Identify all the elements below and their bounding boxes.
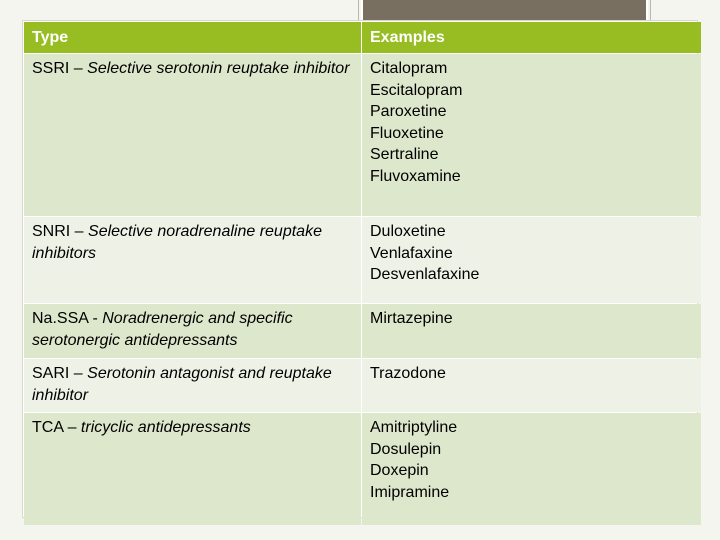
type-abbr: SSRI <box>32 60 70 77</box>
drug-name: Duloxetine <box>370 223 446 240</box>
decorative-line <box>358 0 359 20</box>
type-separator: – <box>69 365 88 382</box>
drug-name: Paroxetine <box>370 103 447 120</box>
type-description: tricyclic antidepressants <box>80 419 251 436</box>
drug-name: Fluoxetine <box>370 124 444 142</box>
type-cell-nassa <box>24 304 361 358</box>
type-cell-tca <box>24 413 361 525</box>
type-cell-snri <box>24 217 361 303</box>
drug-name: Trazodone <box>370 365 446 382</box>
type-abbr: SARI <box>32 365 70 382</box>
drug-name: Venlafaxine <box>370 244 453 262</box>
examples-cell-snri <box>362 217 701 303</box>
type-description: Serotonin antagonist and reuptake inhibitor <box>32 365 332 404</box>
drug-name: Imipramine <box>370 483 450 501</box>
drug-name: Desvenlafaxine <box>370 266 480 283</box>
examples-cell-ssri <box>362 54 701 216</box>
examples-cell-sari <box>362 359 701 412</box>
drug-name: Mirtazepine <box>370 310 453 327</box>
type-description: Selective noradrenaline reuptake inhibitors <box>32 223 322 262</box>
drug-name: Escitalopram <box>370 81 463 99</box>
type-description: Selective serotonin reuptake inhibitor <box>87 60 350 77</box>
header-examples: Examples <box>362 22 701 53</box>
type-description: Noradrenergic and specific serotonergic antidepressants <box>32 310 293 349</box>
type-abbr: SNRI <box>32 223 71 240</box>
type-abbr: Na.SSA <box>32 310 89 327</box>
type-cell-ssri <box>24 54 361 216</box>
drug-name: Doxepin <box>370 462 429 479</box>
drug-name: Amitriptyline <box>370 419 458 436</box>
type-cell-sari <box>24 359 361 412</box>
examples-cell-tca <box>362 413 701 525</box>
drug-name: Fluvoxamine <box>370 167 461 185</box>
decorative-frame <box>361 0 648 21</box>
drug-name: Citalopram <box>370 60 448 77</box>
header-type: Type <box>24 22 361 53</box>
examples-cell-nassa <box>362 304 701 358</box>
type-separator: - <box>88 310 103 327</box>
drug-name: Dosulepin <box>370 440 442 458</box>
antidepressant-table <box>22 20 698 518</box>
type-separator: – <box>70 223 89 240</box>
drug-name: Sertraline <box>370 146 439 163</box>
type-separator: – <box>63 419 81 436</box>
decorative-line <box>650 0 651 20</box>
type-separator: – <box>69 60 88 77</box>
type-abbr: TCA <box>32 419 64 436</box>
